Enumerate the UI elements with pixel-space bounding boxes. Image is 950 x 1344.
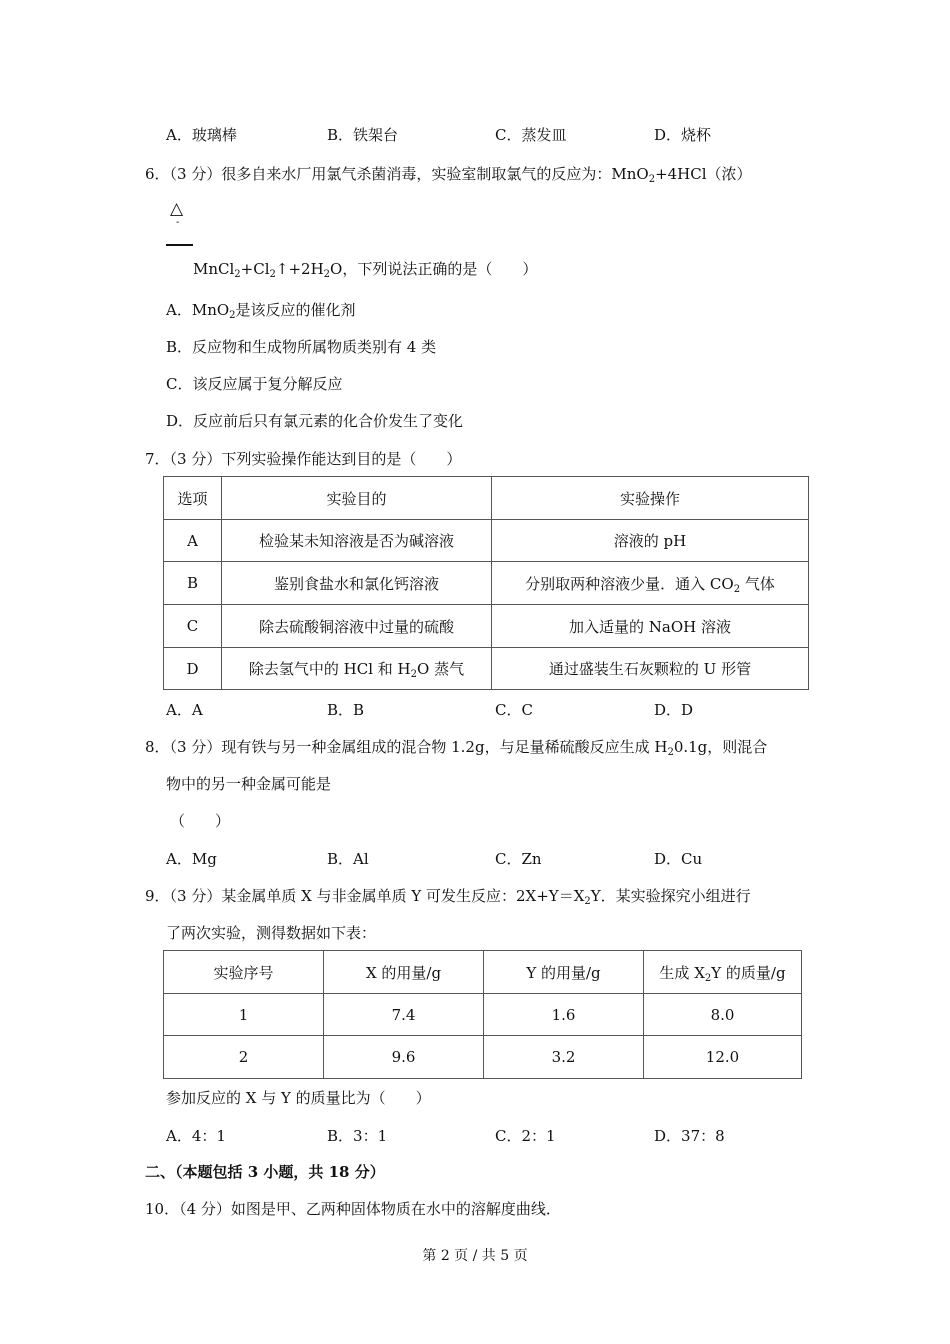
table-row xyxy=(164,1036,802,1079)
table-cell: 溶液的 pH xyxy=(492,520,809,562)
table-cell: 鉴别食盐水和氯化钙溶液 xyxy=(222,562,492,605)
table-cell: C xyxy=(164,605,222,648)
q9-table xyxy=(163,950,802,1079)
q9-options xyxy=(166,1125,866,1147)
table-row xyxy=(164,648,809,690)
heat-triangle-icon: △ xyxy=(170,199,184,219)
table-row xyxy=(164,562,809,605)
q5-options xyxy=(166,124,866,146)
q8-stem: 8．（3 分）现有铁与另一种金属组成的混合物 1.2g，与足量稀硫酸反应生成 $H_20.1g$，则混合 xyxy=(145,738,768,758)
q7-stem: 7．（3 分）下列实验操作能达到目的是（ ） xyxy=(145,450,462,468)
q5-option-b: B．铁架台 xyxy=(327,126,399,144)
table-cell: 1.6 xyxy=(484,994,644,1036)
table-cell: 7.4 xyxy=(324,994,484,1036)
q8-option-b: B．Al xyxy=(327,850,369,868)
q8-options xyxy=(166,848,866,870)
header-cell: 实验操作 xyxy=(492,477,809,520)
table-cell: 9.6 xyxy=(324,1036,484,1079)
table-cell: 分别取两种溶液少量．通入 $CO_2$ 气体 xyxy=(492,562,809,605)
q8-option-c: C．Zn xyxy=(495,850,542,868)
q7-option-d: D．D xyxy=(654,701,694,719)
q6-stem: 6．（3 分）很多自来水厂用氯气杀菌消毒，实验室制取氯气的反应为：MnO$_2$+4HCl（浓） xyxy=(145,165,752,185)
header-cell: 实验目的 xyxy=(222,477,492,520)
q8-stem-line2: 物中的另一种金属可能是 xyxy=(166,775,332,793)
q6-equation: $MnCl_2+Cl_2↑+2H_2O$，下列说法正确的是（ ） xyxy=(193,260,538,280)
header-cell: 选项 xyxy=(164,477,222,520)
header-cell: 生成 $X_2Y$ 的质量/g xyxy=(644,951,802,994)
q6-option-a: A．MnO$_2$是该反应的催化剂 xyxy=(166,301,356,321)
q10-stem: 10．（4 分）如图是甲、乙两种固体物质在水中的溶解度曲线． xyxy=(145,1200,561,1218)
q9-stem: 9．（3 分）某金属单质 X 与非金属单质 Y 可发生反应：$2X+Y=X_2Y$．某实验探究小组进行 xyxy=(145,887,751,907)
q9-option-b: B．3：1 xyxy=(327,1127,388,1145)
table-cell: 加入适量的 NaOH 溶液 xyxy=(492,605,809,648)
table-header-row xyxy=(164,477,809,520)
table-row xyxy=(164,994,802,1036)
q6-option-d: D．反应前后只有氯元素的化合价发生了变化 xyxy=(166,412,464,430)
table-cell: D xyxy=(164,648,222,690)
q8-option-d: D．Cu xyxy=(654,850,703,868)
table-header-row xyxy=(164,951,802,994)
q9-option-a: A．4：1 xyxy=(166,1127,226,1145)
q7-option-c: C．C xyxy=(495,701,533,719)
equation-line xyxy=(166,244,193,246)
table-cell: 8.0 xyxy=(644,994,802,1036)
table-cell: A xyxy=(164,520,222,562)
q6-option-b: B．反应物和生成物所属物质类别有 4 类 xyxy=(166,338,437,356)
header-cell: X 的用量/g xyxy=(324,951,484,994)
q8-answer-paren: （ ） xyxy=(170,812,231,830)
q7-option-a: A．A xyxy=(166,701,203,719)
page-footer: 第 2 页 / 共 5 页 xyxy=(422,1248,528,1264)
table-cell: 2 xyxy=(164,1036,324,1079)
q5-option-d: D．烧杯 xyxy=(654,126,712,144)
q9-option-c: C．2：1 xyxy=(495,1127,556,1145)
table-cell: 通过盛装生石灰颗粒的 U 形管 xyxy=(492,648,809,690)
table-row xyxy=(164,520,809,562)
table-cell: 除去硫酸铜溶液中过量的硫酸 xyxy=(222,605,492,648)
header-cell: 实验序号 xyxy=(164,951,324,994)
table-cell: 检验某未知溶液是否为碱溶液 xyxy=(222,520,492,562)
q9-followup: 参加反应的 X 与 Y 的质量比为（ ） xyxy=(166,1089,431,1107)
table-cell: 12.0 xyxy=(644,1036,802,1079)
q7-option-b: B．B xyxy=(327,701,365,719)
table-row xyxy=(164,605,809,648)
q5-option-a: A．玻璃棒 xyxy=(166,126,237,144)
q9-stem-line2: 了两次实验，测得数据如下表： xyxy=(166,924,377,942)
q9-option-d: D．37：8 xyxy=(654,1127,725,1145)
table-cell: 除去氢气中的 HCl 和 $H_2O$ 蒸气 xyxy=(222,648,492,690)
table-cell: 1 xyxy=(164,994,324,1036)
q7-options xyxy=(166,699,866,721)
q6-option-c: C．该反应属于复分解反应 xyxy=(166,375,343,393)
section-heading: 二、（本题包括 3 小题，共 18 分） xyxy=(145,1163,385,1181)
equation-dash: - xyxy=(176,217,180,228)
q8-option-a: A．Mg xyxy=(166,850,217,868)
q5-option-c: C．蒸发皿 xyxy=(495,126,567,144)
table-cell: 3.2 xyxy=(484,1036,644,1079)
q7-table xyxy=(163,476,809,690)
table-cell: B xyxy=(164,562,222,605)
header-cell: Y 的用量/g xyxy=(484,951,644,994)
